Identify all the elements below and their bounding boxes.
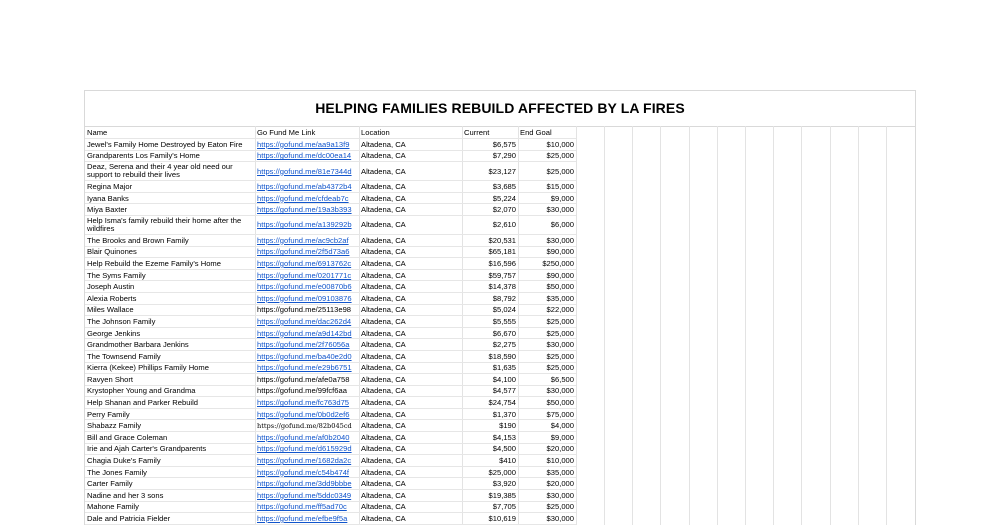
gofundme-link[interactable]: https://gofund.me/e29b6751 — [257, 363, 352, 373]
cell-location: Altadena, CA — [359, 281, 462, 293]
gofundme-link[interactable]: https://gofund.me/efbe9f5a — [257, 514, 348, 524]
cell-current: $20,531 — [462, 234, 518, 246]
cell-goal: $90,000 — [518, 269, 576, 281]
cell-name: Bill and Grace Coleman — [85, 432, 255, 444]
cell-name: Regina Major — [85, 181, 255, 193]
cell-current: $65,181 — [462, 246, 518, 258]
cell-name: Nadine and her 3 sons — [85, 490, 255, 502]
cell-current: $4,100 — [462, 374, 518, 386]
table-row — [85, 362, 576, 374]
cell-name: Irie and Ajah Carter's Grandparents — [85, 443, 255, 455]
cell-link — [255, 478, 359, 490]
cell-goal: $25,000 — [518, 316, 576, 328]
cell-current: $19,385 — [462, 490, 518, 502]
cell-goal: $20,000 — [518, 443, 576, 455]
table-row — [85, 139, 576, 151]
table-row — [85, 397, 576, 409]
cell-goal: $30,000 — [518, 339, 576, 351]
table-row — [85, 490, 576, 502]
cell-name: Grandmother Barbara Jenkins — [85, 339, 255, 351]
gofundme-link[interactable]: https://gofund.me/2f76056a — [257, 340, 350, 350]
cell-location: Altadena, CA — [359, 215, 462, 234]
cell-current: $23,127 — [462, 162, 518, 181]
cell-location: Altadena, CA — [359, 385, 462, 397]
table-row — [85, 150, 576, 162]
cell-name: Miles Wallace — [85, 304, 255, 316]
cell-link — [255, 215, 359, 234]
cell-name: The Brooks and Brown Family — [85, 234, 255, 246]
cell-location: Altadena, CA — [359, 466, 462, 478]
cell-location: Altadena, CA — [359, 339, 462, 351]
cell-goal: $25,000 — [518, 362, 576, 374]
header-row — [85, 127, 576, 139]
gofundme-link[interactable]: https://gofund.me/ba40e2d0 — [257, 351, 352, 361]
gofundme-link[interactable]: https://gofund.me/0b0d2ef6 — [257, 409, 350, 419]
cell-location: Altadena, CA — [359, 374, 462, 386]
cell-goal: $6,500 — [518, 374, 576, 386]
cell-current: $1,635 — [462, 362, 518, 374]
cell-link — [255, 362, 359, 374]
cell-goal: $30,000 — [518, 234, 576, 246]
cell-name: Alexia Roberts — [85, 292, 255, 304]
table-row — [85, 215, 576, 234]
gofundme-link[interactable]: https://gofund.me/cfdeab7c — [257, 193, 349, 203]
cell-link — [255, 432, 359, 444]
gofundme-link[interactable]: https://gofund.me/ff5ad70c — [257, 502, 347, 512]
table-row — [85, 339, 576, 351]
cell-name: Perry Family — [85, 408, 255, 420]
table-row — [85, 192, 576, 204]
cell-location: Altadena, CA — [359, 408, 462, 420]
cell-goal: $250,000 — [518, 258, 576, 270]
cell-location: Altadena, CA — [359, 501, 462, 513]
cell-goal: $30,000 — [518, 204, 576, 216]
gofundme-link[interactable]: https://gofund.me/09103876 — [257, 293, 352, 303]
cell-link — [255, 150, 359, 162]
cell-location: Altadena, CA — [359, 162, 462, 181]
cell-link — [255, 501, 359, 513]
gofundme-link[interactable]: https://gofund.me/e00870b6 — [257, 282, 352, 292]
cell-link — [255, 292, 359, 304]
cell-location: Altadena, CA — [359, 455, 462, 467]
gofundme-link[interactable]: https://gofund.me/82b045cd — [257, 421, 352, 430]
cell-current: $14,378 — [462, 281, 518, 293]
gofundme-link[interactable]: https://gofund.me/3dd9bbbe — [257, 479, 352, 489]
table-row — [85, 501, 576, 513]
cell-current: $2,275 — [462, 339, 518, 351]
cell-name: Mahone Family — [85, 501, 255, 513]
cell-goal: $25,000 — [518, 162, 576, 181]
cell-link — [255, 234, 359, 246]
table-row — [85, 432, 576, 444]
table-row — [85, 269, 576, 281]
col-header-goal: End Goal — [518, 127, 576, 139]
data-table — [85, 127, 576, 525]
cell-current: $190 — [462, 420, 518, 432]
cell-goal: $30,000 — [518, 490, 576, 502]
table-row — [85, 292, 576, 304]
cell-name: Iyana Banks — [85, 192, 255, 204]
gofundme-link[interactable]: https://gofund.me/dac262d4 — [257, 316, 352, 326]
table-row — [85, 385, 576, 397]
cell-goal: $90,000 — [518, 246, 576, 258]
col-header-name: Name — [85, 127, 255, 139]
table-row — [85, 327, 576, 339]
cell-goal: $22,000 — [518, 304, 576, 316]
cell-goal: $25,000 — [518, 150, 576, 162]
cell-location: Altadena, CA — [359, 246, 462, 258]
cell-name: The Johnson Family — [85, 316, 255, 328]
cell-name: Help Shanan and Parker Rebuild — [85, 397, 255, 409]
cell-goal: $25,000 — [518, 350, 576, 362]
cell-current: $5,024 — [462, 304, 518, 316]
cell-name: Help Isma's family rebuild their home after the wildfires — [85, 215, 255, 234]
cell-name: Blair Quinones — [85, 246, 255, 258]
gofundme-link[interactable]: https://gofund.me/19a3b393 — [257, 205, 352, 215]
cell-link — [255, 513, 359, 525]
cell-name: Grandparents Los Family's Home — [85, 150, 255, 162]
cell-link — [255, 281, 359, 293]
cell-goal: $10,000 — [518, 139, 576, 151]
cell-link — [255, 408, 359, 420]
gofundme-link[interactable]: https://gofund.me/a139292b — [257, 220, 352, 230]
gofundme-link[interactable]: https://gofund.me/6913762c — [257, 258, 352, 268]
cell-current: $5,555 — [462, 316, 518, 328]
cell-link — [255, 327, 359, 339]
cell-goal: $6,000 — [518, 215, 576, 234]
table-row — [85, 304, 576, 316]
cell-location: Altadena, CA — [359, 258, 462, 270]
cell-location: Altadena, CA — [359, 316, 462, 328]
cell-goal: $9,000 — [518, 192, 576, 204]
cell-goal: $30,000 — [518, 385, 576, 397]
cell-location: Altadena, CA — [359, 292, 462, 304]
cell-current: $16,596 — [462, 258, 518, 270]
gofundme-link[interactable]: https://gofund.me/5ddc0349 — [257, 490, 352, 500]
cell-location: Altadena, CA — [359, 490, 462, 502]
cell-name: The Townsend Family — [85, 350, 255, 362]
gofundme-link[interactable]: https://gofund.me/a9d142bd — [257, 328, 352, 338]
table-row — [85, 443, 576, 455]
table-row — [85, 420, 576, 432]
cell-current: $410 — [462, 455, 518, 467]
cell-link — [255, 490, 359, 502]
table-row — [85, 374, 576, 386]
gofundme-link[interactable]: https://gofund.me/aa9a13f9 — [257, 139, 350, 149]
cell-link — [255, 455, 359, 467]
gofundme-link[interactable]: https://gofund.me/25113e98 — [257, 305, 352, 315]
cell-name: Dale and Patricia Fielder — [85, 513, 255, 525]
sheet-title: HELPING FAMILIES REBUILD AFFECTED BY LA FIRES — [85, 91, 915, 127]
cell-location: Altadena, CA — [359, 327, 462, 339]
table-row — [85, 408, 576, 420]
gofundme-link[interactable]: https://gofund.me/2f5d73a6 — [257, 247, 350, 257]
cell-name: Miya Baxter — [85, 204, 255, 216]
gofundme-link[interactable]: https://gofund.me/fc763d75 — [257, 398, 350, 408]
cell-location: Altadena, CA — [359, 181, 462, 193]
gofundme-link[interactable]: https://gofund.me/ab4372b4 — [257, 181, 352, 191]
cell-goal: $75,000 — [518, 408, 576, 420]
cell-name: Help Rebuild the Ezeme Family's Home — [85, 258, 255, 270]
cell-current: $3,685 — [462, 181, 518, 193]
gofundme-link[interactable]: https://gofund.me/af0b2040 — [257, 432, 350, 442]
table-row — [85, 316, 576, 328]
cell-goal: $50,000 — [518, 397, 576, 409]
cell-link — [255, 181, 359, 193]
table-row — [85, 258, 576, 270]
cell-name: Chagia Duke's Family — [85, 455, 255, 467]
gofundme-link[interactable]: https://gofund.me/d615929d — [257, 444, 352, 454]
cell-goal: $15,000 — [518, 181, 576, 193]
cell-goal: $9,000 — [518, 432, 576, 444]
cell-current: $2,070 — [462, 204, 518, 216]
cell-location: Altadena, CA — [359, 478, 462, 490]
cell-link — [255, 350, 359, 362]
cell-goal: $10,000 — [518, 455, 576, 467]
cell-goal: $4,000 — [518, 420, 576, 432]
cell-location: Altadena, CA — [359, 397, 462, 409]
cell-name: Ravyen Short — [85, 374, 255, 386]
cell-location: Altadena, CA — [359, 443, 462, 455]
cell-link — [255, 385, 359, 397]
cell-link — [255, 269, 359, 281]
cell-goal: $25,000 — [518, 327, 576, 339]
cell-location: Altadena, CA — [359, 420, 462, 432]
cell-current: $4,153 — [462, 432, 518, 444]
cell-current: $4,500 — [462, 443, 518, 455]
cell-current: $3,920 — [462, 478, 518, 490]
cell-name: George Jenkins — [85, 327, 255, 339]
cell-goal: $30,000 — [518, 513, 576, 525]
table-row — [85, 478, 576, 490]
cell-current: $5,224 — [462, 192, 518, 204]
table-row — [85, 234, 576, 246]
cell-location: Altadena, CA — [359, 204, 462, 216]
cell-name: The Syms Family — [85, 269, 255, 281]
cell-location: Altadena, CA — [359, 150, 462, 162]
table-row — [85, 513, 576, 525]
cell-link — [255, 316, 359, 328]
cell-location: Altadena, CA — [359, 432, 462, 444]
cell-name: Deaz, Serena and their 4 year old need our support to rebuild their lives — [85, 162, 255, 181]
cell-location: Altadena, CA — [359, 362, 462, 374]
cell-goal: $20,000 — [518, 478, 576, 490]
cell-current: $7,705 — [462, 501, 518, 513]
cell-current: $8,792 — [462, 292, 518, 304]
cell-current: $7,290 — [462, 150, 518, 162]
cell-link — [255, 443, 359, 455]
gofundme-link[interactable]: https://gofund.me/ac9cb2af — [257, 235, 349, 245]
gofundme-link[interactable]: https://gofund.me/1682da2c — [257, 456, 352, 466]
cell-link — [255, 374, 359, 386]
gofundme-link[interactable]: https://gofund.me/c54b474f — [257, 467, 350, 477]
table-row — [85, 181, 576, 193]
gofundme-link[interactable]: https://gofund.me/0201771c — [257, 270, 352, 280]
cell-name: Kierra (Kekee) Phillips Family Home — [85, 362, 255, 374]
col-header-current: Current — [462, 127, 518, 139]
cell-link — [255, 339, 359, 351]
cell-location: Altadena, CA — [359, 350, 462, 362]
cell-location: Altadena, CA — [359, 513, 462, 525]
gofundme-link[interactable]: https://gofund.me/99fcf6aa — [257, 386, 347, 396]
cell-link — [255, 304, 359, 316]
table-row — [85, 204, 576, 216]
cell-link — [255, 139, 359, 151]
cell-current: $18,590 — [462, 350, 518, 362]
gofundme-link[interactable]: https://gofund.me/dc00ea14 — [257, 151, 352, 161]
cell-current: $4,577 — [462, 385, 518, 397]
gofundme-link[interactable]: https://gofund.me/afe0a758 — [257, 374, 350, 384]
cell-name: Krystopher Young and Grandma — [85, 385, 255, 397]
col-header-location: Location — [359, 127, 462, 139]
cell-link — [255, 192, 359, 204]
cell-link — [255, 204, 359, 216]
cell-link — [255, 258, 359, 270]
cell-link — [255, 397, 359, 409]
cell-location: Altadena, CA — [359, 234, 462, 246]
spreadsheet — [84, 90, 916, 525]
cell-name: Shabazz Family — [85, 420, 255, 432]
table-row — [85, 162, 576, 181]
cell-name: The Jones Family — [85, 466, 255, 478]
table-row — [85, 455, 576, 467]
cell-current: $10,619 — [462, 513, 518, 525]
cell-link — [255, 420, 359, 432]
cell-link — [255, 466, 359, 478]
cell-goal: $50,000 — [518, 281, 576, 293]
cell-goal: $35,000 — [518, 292, 576, 304]
cell-current: $6,670 — [462, 327, 518, 339]
cell-current: $24,754 — [462, 397, 518, 409]
cell-name: Carter Family — [85, 478, 255, 490]
cell-link — [255, 162, 359, 181]
cell-location: Altadena, CA — [359, 269, 462, 281]
table-row — [85, 246, 576, 258]
cell-current: $6,575 — [462, 139, 518, 151]
cell-current: $25,000 — [462, 466, 518, 478]
table-row — [85, 281, 576, 293]
cell-location: Altadena, CA — [359, 139, 462, 151]
cell-link — [255, 246, 359, 258]
col-header-link: Go Fund Me Link — [255, 127, 359, 139]
cell-goal: $35,000 — [518, 466, 576, 478]
cell-location: Altadena, CA — [359, 192, 462, 204]
table-row — [85, 350, 576, 362]
cell-location: Altadena, CA — [359, 304, 462, 316]
cell-name: Joseph Austin — [85, 281, 255, 293]
cell-current: $1,370 — [462, 408, 518, 420]
cell-current: $59,757 — [462, 269, 518, 281]
cell-goal: $25,000 — [518, 501, 576, 513]
table-row — [85, 466, 576, 478]
gofundme-link[interactable]: https://gofund.me/81e7344d — [257, 166, 352, 176]
cell-current: $2,610 — [462, 215, 518, 234]
cell-name: Jewel's Family Home Destroyed by Eaton Fire — [85, 139, 255, 151]
